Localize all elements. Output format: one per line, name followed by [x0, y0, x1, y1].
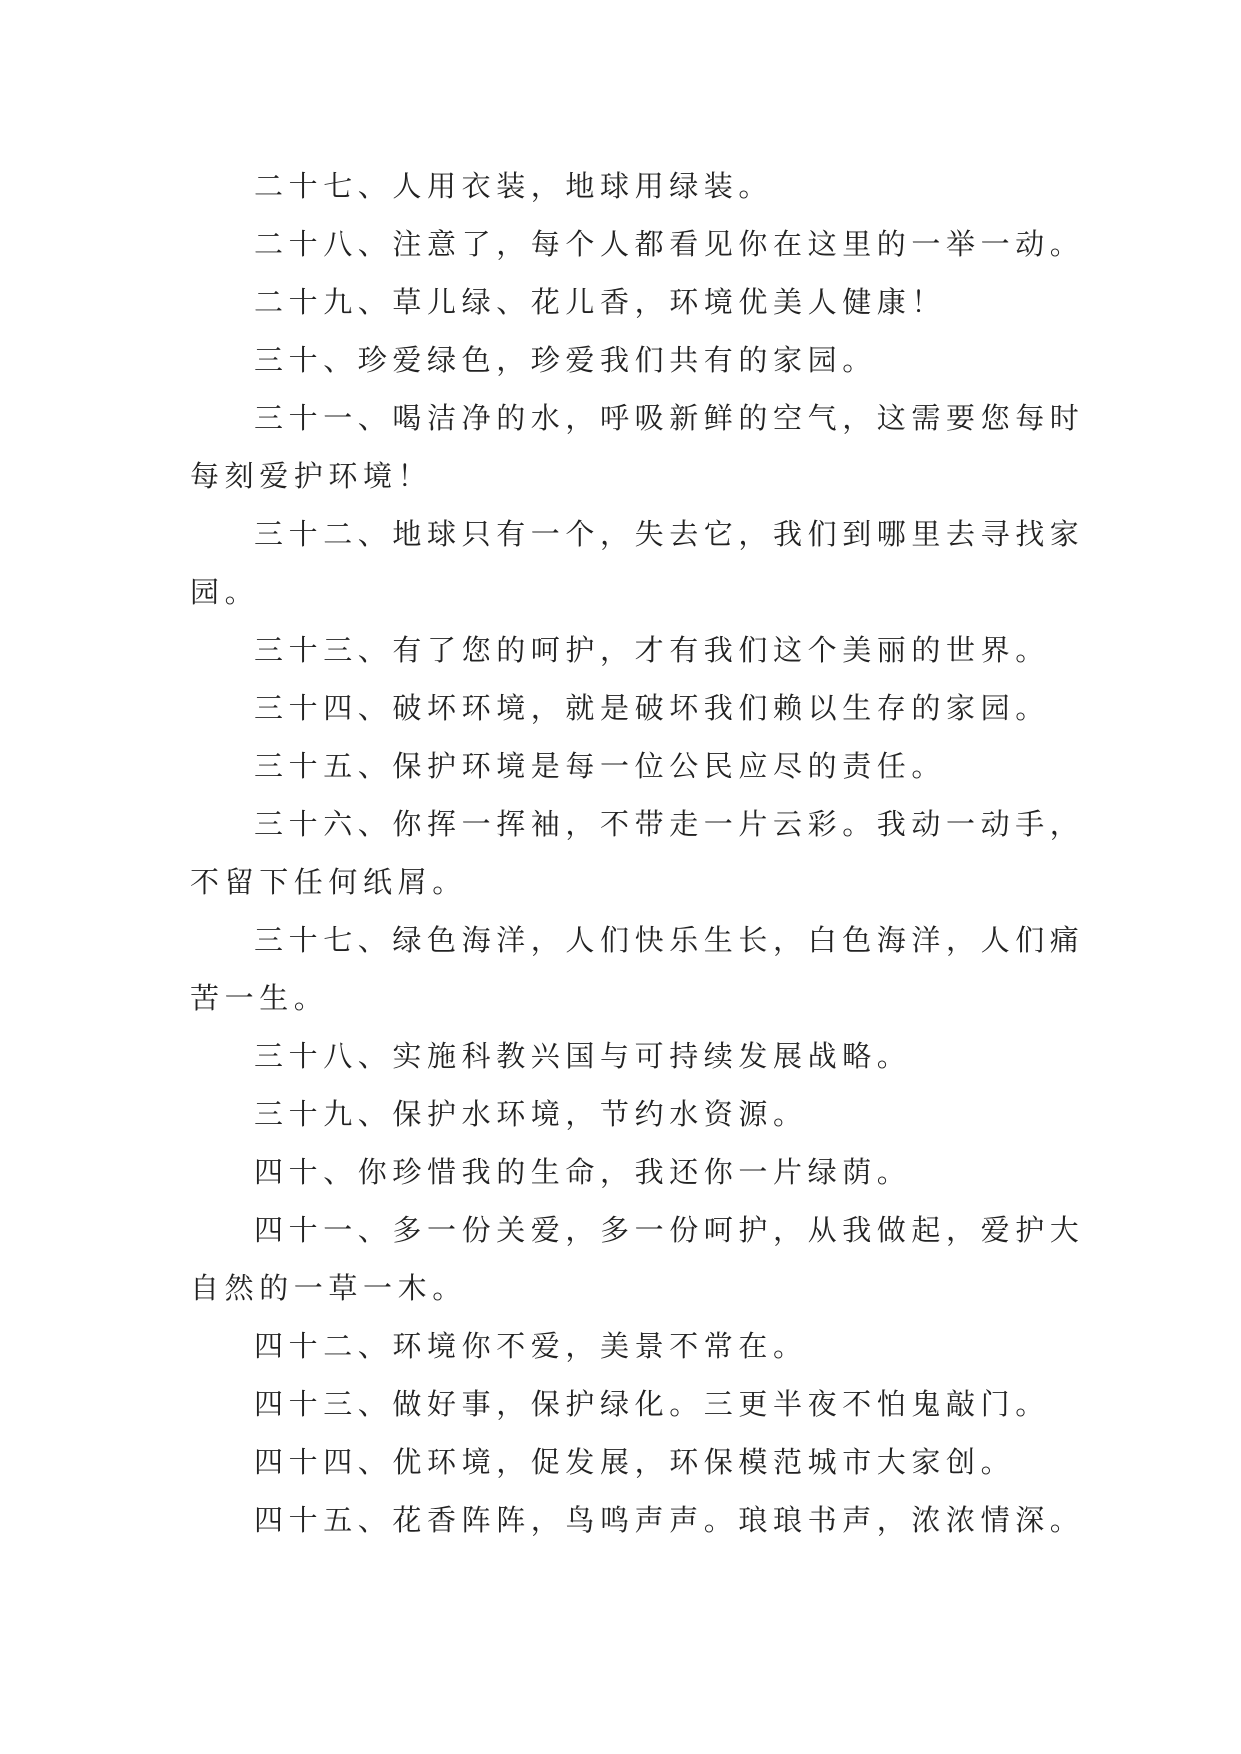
paragraph: 三十二、地球只有一个，失去它，我们到哪里去寻找家园。 — [190, 517, 1085, 609]
paragraph: 四十三、做好事，保护绿化。三更半夜不怕鬼敲门。 — [254, 1387, 1050, 1421]
paragraph: 三十六、你挥一挥袖，不带走一片云彩。我动一动手，不留下任何纸屑。 — [190, 807, 1085, 899]
paragraph: 三十七、绿色海洋，人们快乐生长，白色海洋，人们痛苦一生。 — [190, 923, 1085, 1015]
paragraph: 三十一、喝洁净的水，呼吸新鲜的空气，这需要您每时每刻爱护环境！ — [190, 401, 1085, 493]
paragraph: 二十九、草儿绿、花儿香，环境优美人健康！ — [254, 285, 947, 319]
paragraph: 四十二、环境你不爱，美景不常在。 — [254, 1329, 808, 1363]
paragraph: 二十七、人用衣装，地球用绿装。 — [254, 169, 774, 203]
paragraph: 三十五、保护环境是每一位公民应尽的责任。 — [254, 749, 947, 783]
paragraph: 四十、你珍惜我的生命，我还你一片绿荫。 — [254, 1155, 912, 1189]
paragraph: 四十一、多一份关爱，多一份呵护，从我做起，爱护大自然的一草一木。 — [190, 1213, 1085, 1305]
paragraph: 四十五、花香阵阵，鸟鸣声声。琅琅书声，浓浓情深。 — [254, 1503, 1085, 1537]
paragraph: 三十四、破坏环境，就是破坏我们赖以生存的家园。 — [254, 691, 1050, 725]
document-page — [190, 157, 1090, 1549]
paragraph: 三十、珍爱绿色，珍爱我们共有的家园。 — [254, 343, 877, 377]
paragraph: 三十八、实施科教兴国与可持续发展战略。 — [254, 1039, 912, 1073]
paragraph: 四十四、优环境，促发展，环保模范城市大家创。 — [254, 1445, 1016, 1479]
paragraph: 三十三、有了您的呵护，才有我们这个美丽的世界。 — [254, 633, 1050, 667]
paragraph: 三十九、保护水环境，节约水资源。 — [254, 1097, 808, 1131]
paragraph: 二十八、注意了，每个人都看见你在这里的一举一动。 — [254, 227, 1085, 261]
